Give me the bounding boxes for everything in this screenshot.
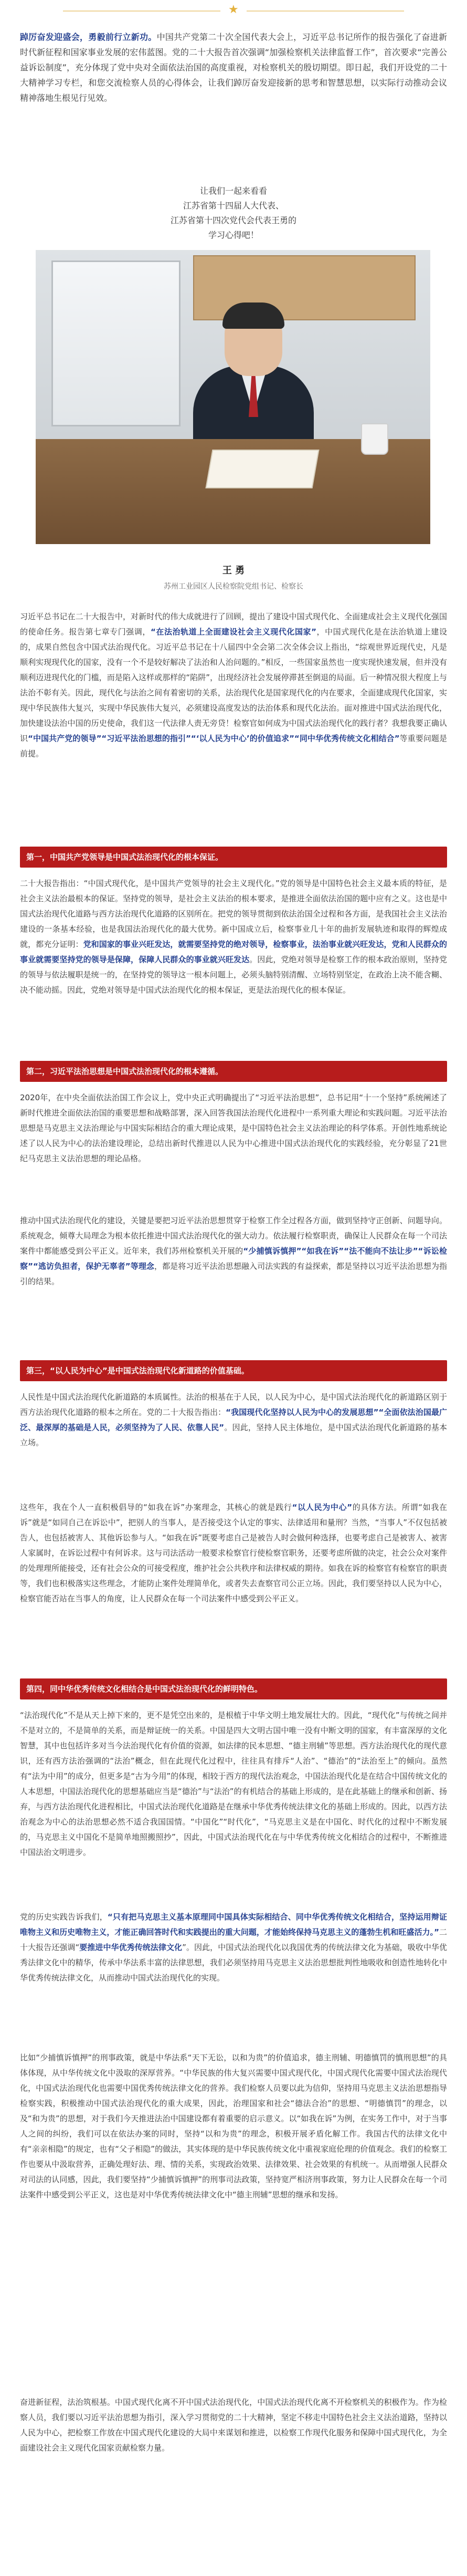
portrait-photo — [36, 250, 430, 544]
invite-line: 学习心得吧！ — [208, 230, 259, 240]
photo-mug — [361, 423, 388, 455]
invite-block — [20, 184, 447, 243]
ornament-line-right — [247, 11, 404, 12]
p1-text-a: 习近平总书记在二十大报告中，对新时代的伟大成就进行了回顾，提出了建设中国式现代化、全面建成社会主义现代化强国的使命任务。报告第七章专门强调， — [20, 612, 447, 637]
sec3-text-a: 人民性是中国式法治现代化新道路的本质属性。法治的根基在于人民，以人民为中心，是中国式法治现代化的新道路区别于西方法治现代化道路的根本之所在。党的二十大报告指出： — [20, 1392, 447, 1417]
photo-figure-hair — [222, 303, 284, 329]
sec4-text-b: 党的历史实践告诉我们， — [20, 1912, 108, 1922]
section-2-paragraph-2 — [20, 1213, 447, 1289]
sec3-text-d: 这些年，我在个人一直积极倡导的“如我在诉”办案理念，其核心的就是践行 — [20, 1503, 292, 1512]
sec4-highlight-e: 要推进中华优秀传统法律文化 — [79, 1943, 183, 1952]
section-3-heading: 第三，“以人民为中心”是中国式法治现代化新道路的价值基础。 — [20, 1360, 447, 1381]
section-2-paragraph-1: 2020年，在中央全面依法治国工作会议上，党中央正式明确提出了“习近平法治思想”，总书记用“十一个坚持”系统阐述了新时代推进全面依法治国的重要思想和战略部署，深入回答我国法治现代化进程中一系列重大理论和实践问题。习近平法治思想是马克思主义法治理论与中国实际相结合的重大理论成果，是中国特色社会主义法治理论的科学体系。开创性地系统论述了以人民为中心的法治建设理论，总结出新时代推进以人民为中心推进中国式法治现代化的实践经验，充分彰显了21世纪马克思主义法治思想的理论品格。 — [20, 1093, 447, 1163]
intro-lead: 踔厉奋发迎盛会，勇毅前行立新功。 — [20, 32, 157, 42]
sec2-text-d: ，都是将习近平法治思想融入司法实践的有益探索，都是坚持以习近平法治思想为指引的结果。 — [20, 1261, 447, 1286]
sec2-highlight-c: “少捕慎诉慎押”“如我在诉”“法不能向不法让步”“诉讼检察”“逃访负担者，保护无辜者”等理念 — [20, 1246, 447, 1271]
sec3-highlight-e: “以人民为中心” — [292, 1503, 353, 1512]
section-3-paragraph-2 — [20, 1500, 447, 1607]
invite-line: 江苏省第十四次党代会代表王勇的 — [170, 215, 296, 225]
sec3-highlight-b: “我国现代化坚持以人民为中心的发展思想”“全面依法治国最广泛、最深厚的基础是人民，必须坚持为了人民、依靠人民” — [20, 1407, 447, 1432]
photo-book — [205, 450, 319, 488]
section-4-heading: 第四，同中华优秀传统文化相结合是中国式法治现代化的鲜明特色。 — [20, 1678, 447, 1699]
photo-bookshelf — [193, 255, 416, 320]
sec1-text-a: 二十大报告指出：“中国式现代化，是中国共产党领导的社会主义现代化。”党的领导是中国特色社会主义最本质的特征，是社会主义法治最根本的保证。坚持党的领导，是社会主义法治的根本要求，是推进全面依法治国的题中应有之义。这也是中国式法治现代化道路与西方法治现代化道路的区别所在。把党的领导贯彻到依法治国全过程和各方面，是我国社会主义法治建设的一条基本经验，也是我国法治现代化的最大优势。新中国成立后，检察事业几十年的曲折发展轨迹和取得的辉煌成就，都充分证明： — [20, 879, 447, 949]
top-ornament — [0, 0, 467, 32]
section-1-heading: 第一，中国共产党领导是中国式法治现代化的根本保证。 — [20, 847, 447, 868]
sec2-text-b: 推动中国式法治现代化的建设，关键是要把习近平法治思想贯穿于检察工作全过程各方面，做到坚持守正创新、问题导向。系统观念，倾尊大局理念为根本依托推进中国式法治现代化的强大动力。依法履行检察职责，确保让人民群众在每一个司法案件中都能感受到公平正义。近年来，我们苏州检察机关开展的 — [20, 1216, 447, 1256]
sec1-text-c: 。因此，党绝对领导是检察工作的根本政治原则，坚持党的领导与依法履职是统一的，在坚持党的领导这一根本问题上，必须头脑特别清醒、立场特别坚定，在政治上决不能含糊、决不能动摇。因此，党绝对领导是中国式法治现代化的根本保证，更是法治现代化的根本保证。 — [20, 955, 447, 995]
p1-text-e: 等重要问题是前提。 — [20, 734, 447, 758]
invite-line: 江苏省第十四届人大代表、 — [183, 201, 284, 211]
sec3-text-f: 的具体方法。所谓“如我在诉”就是“如同自己在诉讼中”，把别人的当事人，是否接受这个认定的事实、法律适用和量刑？当然，“当事人”不仅包括被告人，也包括被害人、其他诉讼参与人。“如我在诉”既要考虑自己是被告人时会做何种选择，也要考虑自己是被害人、被害人家属时，在诉讼过程中有何诉求。这与司法活动一般要求检察官行使检察官职务，还要考虑所做的决定，社会公众对案件的处理理所能接受，还有社会公众的可接受程度，维护社会公共秩序和法律权威的期待。如我在诉的检察官有检察官的职责等，我们也积极落实这些理念，才能防止案件处理简单化，或者失去查察官司公正立场。因此，我们要坚持以人民为中心，检察官能否站在当事人的角度，让人民群众在每一个司法案件中感受到公平正义。 — [20, 1503, 448, 1603]
intro-paragraph — [20, 29, 447, 106]
p1-text-c: ，中国式现代化是在法治轨道上建设的，成果自然包含中国式法治现代化。习近平总书记在十八届四中全会第二次全体会议上指出，“综观世界近现代史，凡是顺利实现现代化的国家，没有一个不是较好解决了法治和人治问题的。”相反，一些国家虽然也一度实现快速发展，但并没有顺利迈进现代化的门槛，而是陷入这样或那样的“陷阱”，出现经济社会发展停滞甚至倒退的局面。后一种情况很大程度上与法治不彰有关。因此，现代化与法治之间有着密切的关系，法治现代化是国家现代化的内在要求，全面建成现代化国家，实现中华民族伟大复兴，实现中华民族伟大复兴，必须建设高度发达的法治体系和现代化法治。面对推进中国式法治现代化，加快建设法治中国的历史使命，我们这一代法律人责无旁贷！检察官如何成为中国式法治现代化的践行者？我想我要正确认识 — [20, 627, 447, 743]
photo-window — [51, 260, 181, 426]
section-4-paragraph-4: 奋进新征程，法治筑根基。中国式现代化离不开中国式法治现代化，中国式法治现代化离不开检察机关的积极作为。作为检察人员，我们要以习近平法治思想为指引，深入学习贯彻党的二十大精神，坚定不移走中国特色社会主义法治道路，坚持以人民为中心，把检察工作放在中国式现代化建设的大局中来谋划和推进，以检察工作现代化服务和保障中国式现代化，为全面建设社会主义现代化国家贡献检察力量。 — [20, 2397, 447, 2453]
paragraph-1 — [20, 609, 447, 762]
sec3-text-c: 。因此，坚持人民主体地位，是中国式法治现代化新道路的基本立场。 — [20, 1423, 447, 1447]
caption-role: 苏州工业园区人民检察院党组书记、检察长 — [164, 582, 303, 591]
star-icon: ★ — [228, 3, 239, 16]
sec4-text-f: ”。因此，中国式法治现代化以我国优秀的传统法律文化为基础，吸收中华优秀法律文化中的精华，传承中华法系丰富的法律思想，我们必须坚持用马克思主义法治思想批判性地吸收和创造性地转化中华优秀传统法律文化，从而推动中国式法治现代化的实现。 — [20, 1943, 447, 1983]
caption-name: 王 勇 — [222, 565, 245, 576]
intro-text: 中国共产党第二十次全国代表大会上，习近平总书记所作的报告强化了奋进新时代新征程和国家事业发展的宏伟蓝图。党的二十大报告首次强调“加强检察机关法律监督工作”，首次要求“完善公益诉讼制度”，充分体现了党中央对全面依法治国的高度重视，对检察机关的殷切期望。即日起，我们开设党的二十大精神学习专栏，和您交流检察人员的心得体会，让我们踔厉奋发迎接新的思考和智慧思想，以实际行动推动会议精神落地生根见行见效。 — [20, 32, 447, 103]
p1-highlight-b: “在法治轨道上全面建设社会主义现代化国家” — [151, 627, 316, 637]
section-2-heading: 第二，习近平法治思想是中国式法治现代化的根本遵循。 — [20, 1061, 447, 1082]
sec1-highlight-b: 党和国家的事业兴旺发达，就需要坚持党的绝对领导，检察事业，法治事业就兴旺发达，党和人民群众的事业就需要坚持党的领导是保障，保障人民群众的事业就兴旺发达 — [20, 940, 447, 964]
section-4-paragraph-2 — [20, 1910, 447, 1986]
sec4-text-d: 二十大报告还强调“ — [20, 1927, 447, 1952]
section-4-paragraph-1: “法治现代化”不是从天上掉下来的，更不是凭空出来的，是根植于中华文明土地发展壮大的。因此，“现代化”与传统之间并不是对立的，不是简单的关系，而是辩证统一的关系。中国是四大文明古国中唯一没有中断文明的国家，有丰富深厚的文化智慧，其中也包括许多对当今法治现代化有价值的资源，如法律的民本思想、“德主刑辅”等思想。西方法治现代化的现代意识，还有西方法治强调的“法治”概念，但在此现代化过程中，往往具有排斥“人治”、“德治”的“法治至上”的倾向。虽然有“法为中用”的成分，但更多是“古为今用”的体现，相较于西方的现代法治观念，中国法治现代化是在结合中国传统文化的人本思想，中国法治现代化的思想基础应当是“德治”与“法治”的有机结合的基础上形成的，是在此基础上的继承和创新、扬弃，与西方法治现代化进程相比，中国式法治现代化道路是在继承中华优秀传统法律文化的基础上形成的。因此，以西方法治观念为中心的法治思想必然不适合我国国情。“中国化”“时代化”，“马克思主义是在中国化、时代化的过程中不断发展的，马克思主义中国化不是简单地照搬照抄”，因此，中国式法治现代化在与中华优秀传统文化相结合的过程中，不断推进中国法治文明进步。 — [20, 1711, 447, 1857]
sec4-highlight-c: “只有把马克思主义基本原理同中国具体实际相结合、同中华优秀传统文化相结合，坚持运用辩证唯物主义和历史唯物主义，才能正确回答时代和实践提出的重大问题，才能始终保持马克思主义的蓬勃生机和旺盛活力。” — [20, 1912, 447, 1937]
ornament-line-left — [63, 11, 220, 12]
section-4-paragraph-3: 比如“少捕慎诉慎押”的刑事政策，就是中华法系“天下无讼，以和为贵”的价值追求，德主刑辅、明德慎罚的慎刑思想”的具体体现，从中华传统文化中汲取的深厚营养。“中华民族的伟大复兴需要中国式现代化，中国式现代化需要中国式法治现代化，中国式法治现代化也需要中国优秀传统法律文化的营养。我们检察人员要以此为信仰，坚持用马克思主义法治思想指导检察实践，积极推动中国式法治现代化的重大成果，因此，治理国家和社会“德法合治”的思想、“明德慎罚”的理念，以及“和为贵”的思想，对于我们今天推进法治中国建设都有着重要的启示意义。以“如我在诉”为例，在实务工作中，对于当事人之间的纠纷，我们可以在依法办案的同时，坚持“以和为贵”的理念，积极开展矛盾化解工作。我国古代的法律文化中有“亲亲相隐”的规定，也有“父子相隐”的做法，其实体现的是中华民族传统文化中重视家庭伦理的价值观念。我们的检察工作也要从中汲取营养，正确处理好法、理、情的关系，实现政治效果、法律效果、社会效果的有机统一。从而增强人民群众对司法的认同感，因此，我们要坚持“少捕慎诉慎押”的刑事司法政策，坚持宽严相济刑事政策，努力让人民群众在每一个司法案件中感受到公平正义，这也是对中华优秀传统法律文化中“德主刑辅”思想的继承和发扬。 — [20, 2053, 447, 2199]
section-1-paragraph — [20, 876, 447, 998]
invite-line: 让我们一起来看看 — [199, 186, 267, 196]
p1-highlight-d: “中国共产党的领导”“习近平法治思想的指引”“‘以人民为中心’的价值追求”“同中华优秀传统文化相结合” — [28, 734, 400, 743]
section-3-paragraph-1 — [20, 1390, 447, 1451]
